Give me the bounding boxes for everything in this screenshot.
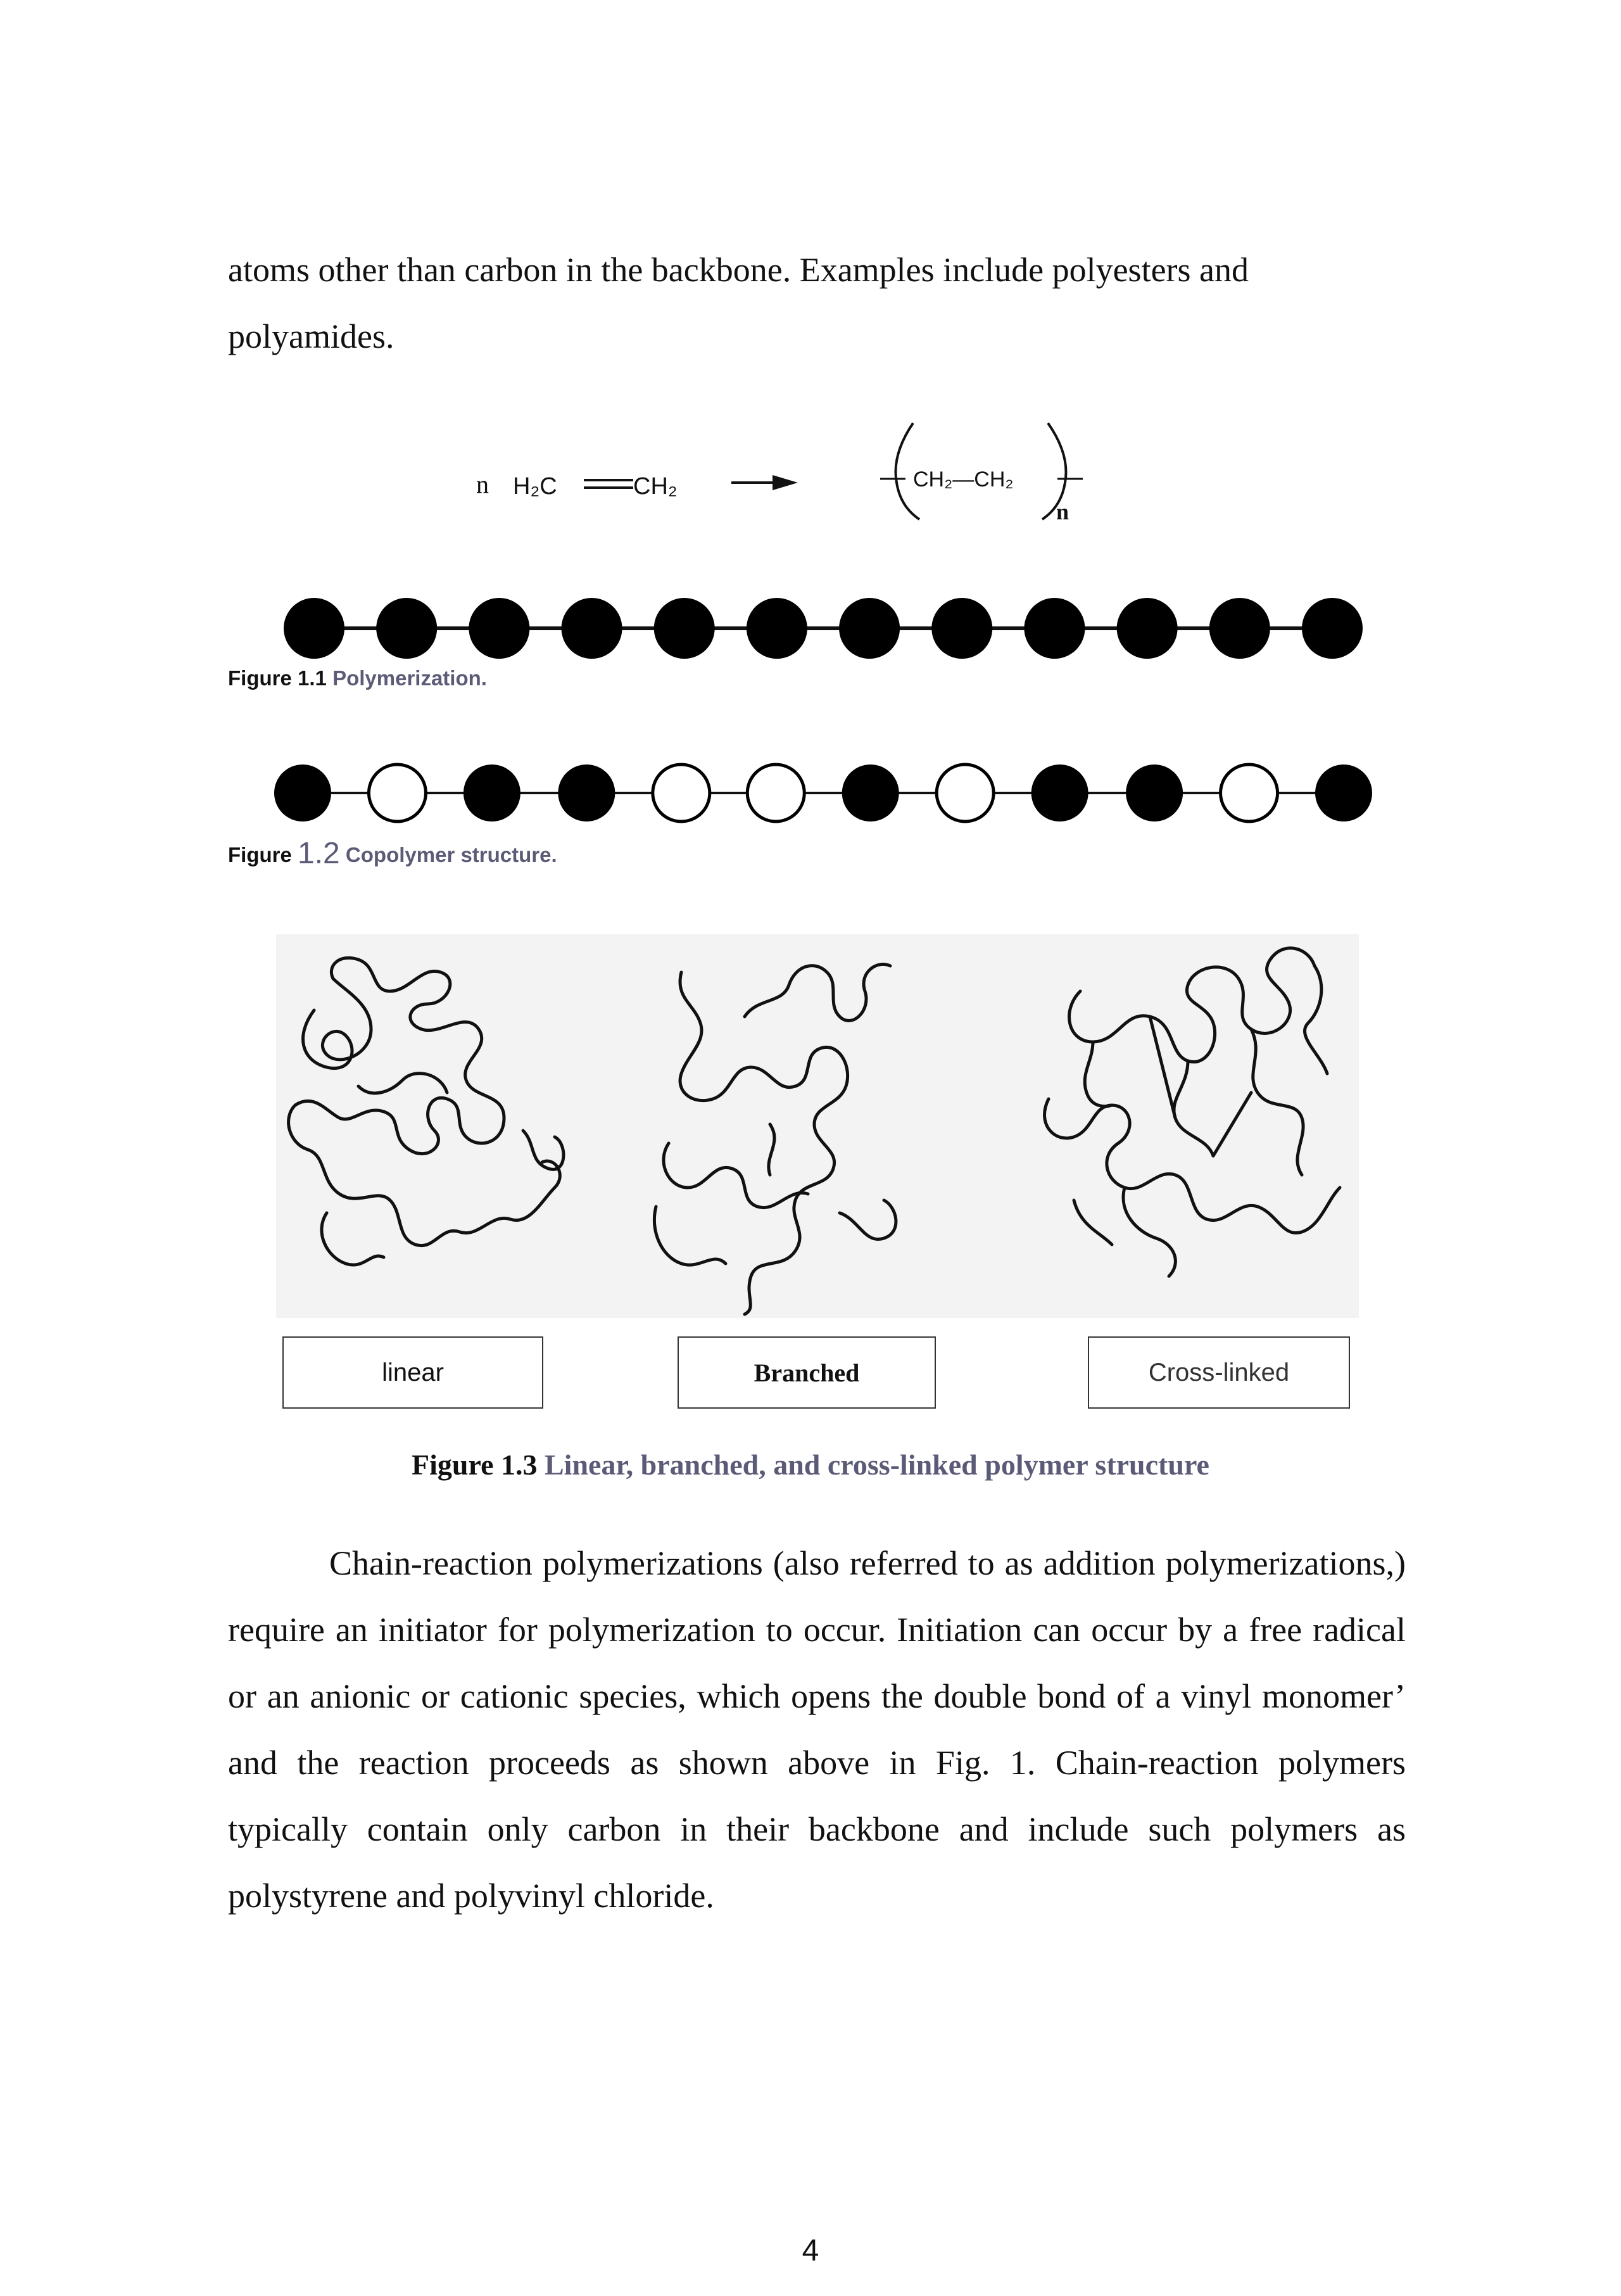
monomer-bead — [1117, 598, 1178, 659]
monomer-bead — [1209, 598, 1270, 659]
monomer-a-bead — [464, 764, 520, 821]
paragraph-chain-reaction: Chain-reaction polymerizations (also referred to as addition polymerizations,) require an initiator for polymerization to occur. Initiation can occur by a free radical or an anionic or cationic species, which opens the double bond of a vinyl monomer’ and the reaction proceeds as shown above in Fig. 1. Chain-reaction polymers typically contain only carbon in their backbone and include such polymers as polystyrene and polyvinyl chloride. — [228, 1544, 1406, 1915]
monomer-b-bead — [1221, 764, 1278, 821]
monomer-b-bead — [937, 764, 993, 821]
polymer-structures-image — [276, 934, 1359, 1318]
label-linear: linear — [282, 1336, 543, 1409]
figure-1-2-number: 1.2 — [298, 837, 340, 870]
monomer-bead — [1302, 598, 1363, 659]
figure-1-2-text: Copolymer structure. — [345, 843, 557, 866]
monomer-bead — [747, 598, 807, 659]
figure-1-1-caption — [228, 666, 487, 690]
monomer-b-bead — [653, 764, 710, 821]
reaction-arrow — [731, 475, 798, 490]
monomer-b-bead — [369, 764, 426, 821]
page-number: 4 — [802, 2234, 819, 2267]
monomer-a-bead — [842, 764, 899, 821]
figure-1-1-text: Polymerization. — [332, 666, 487, 690]
monomer-a-bead — [1031, 764, 1088, 821]
branched-polymer-drawing — [654, 964, 896, 1314]
figure-1-2-label: Figure — [228, 843, 292, 866]
copolymer-chain — [272, 754, 1374, 836]
equation-n: n — [476, 470, 489, 498]
equation-monomer-left: H₂C — [513, 473, 557, 500]
equation-monomer-right: CH₂ — [633, 473, 678, 500]
monomer-bead — [284, 598, 344, 659]
cross-linked-polymer-drawing — [1045, 948, 1340, 1276]
label-branched: Branched — [678, 1336, 936, 1409]
monomer-bead — [654, 598, 715, 659]
monomer-bead — [839, 598, 900, 659]
monomer-bead — [931, 598, 992, 659]
label-cross-linked: Cross-linked — [1088, 1336, 1350, 1409]
monomer-bead — [376, 598, 437, 659]
equation-product: CH₂—CH₂ — [913, 467, 1014, 492]
linear-polymer-drawing — [289, 958, 564, 1265]
monomer-a-bead — [558, 764, 615, 821]
monomer-a-bead — [274, 764, 331, 821]
figure-1-3-caption — [0, 1448, 1621, 1481]
figure-1-3-text: Linear, branched, and cross-linked polymer structure — [544, 1449, 1209, 1481]
figure-1-1-label: Figure 1.1 — [228, 666, 327, 690]
monomer-bead — [469, 598, 529, 659]
monomer-bead — [1024, 598, 1085, 659]
monomer-b-bead — [747, 764, 804, 821]
monomer-a-bead — [1126, 764, 1183, 821]
equation-subscript-n: n — [1056, 499, 1069, 524]
figure-1-3-label: Figure 1.3 — [412, 1449, 538, 1481]
monomer-a-bead — [1315, 764, 1372, 821]
paragraph-intro: atoms other than carbon in the backbone. Examples include polyesters and polyamides. — [228, 251, 1249, 355]
figure-1-2-caption — [228, 835, 557, 870]
polymerization-equation — [443, 412, 1203, 551]
homopolymer-chain — [272, 589, 1374, 671]
monomer-bead — [562, 598, 622, 659]
